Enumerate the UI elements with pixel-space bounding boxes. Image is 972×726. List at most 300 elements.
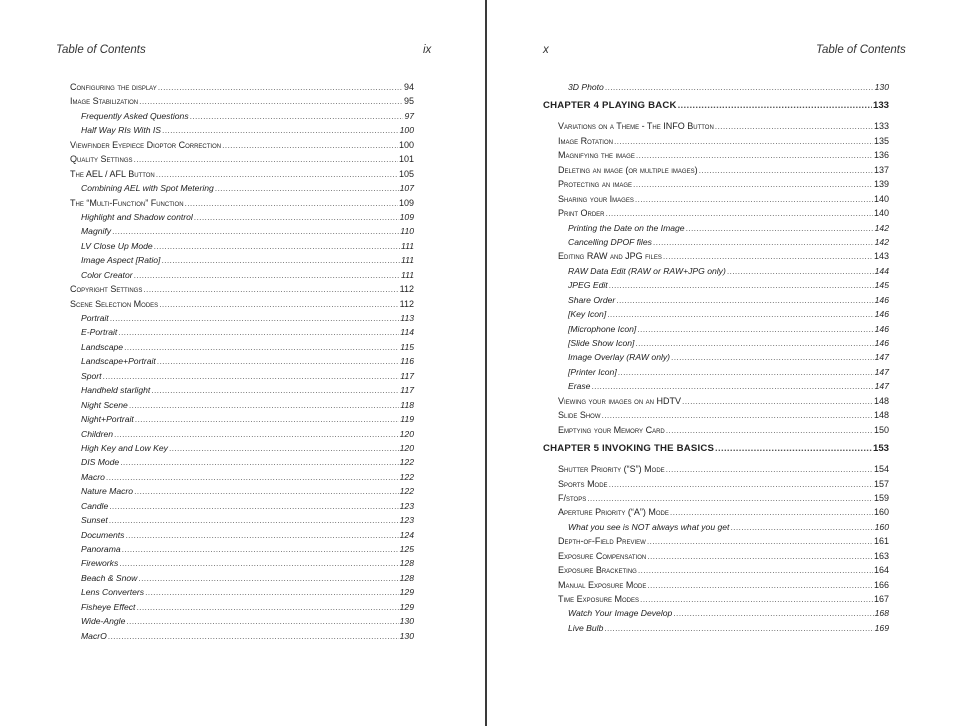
toc-entry-title: Configuring the display <box>70 82 157 92</box>
toc-entry[interactable] <box>70 383 414 397</box>
dot-leader <box>108 629 399 643</box>
toc-entry[interactable] <box>70 224 414 238</box>
toc-entry-title: LV Close Up Mode <box>81 240 153 251</box>
toc-entry-page: 154 <box>873 464 889 475</box>
toc-entry-page: 130 <box>874 82 889 92</box>
toc-entry-page: 118 <box>400 399 414 410</box>
toc-entry-page: 140 <box>873 208 889 219</box>
toc-entry-page: 120 <box>399 442 414 453</box>
toc-entry[interactable] <box>543 621 889 635</box>
toc-entry-page: 109 <box>399 211 414 222</box>
dot-leader <box>730 520 873 534</box>
toc-entry-page: 146 <box>874 309 889 320</box>
toc-entry-page: 125 <box>399 544 414 554</box>
dot-leader <box>670 505 873 519</box>
dot-leader <box>715 441 872 456</box>
toc-entry-page: 124 <box>399 529 414 540</box>
toc-entry-title: Landscape+Portrait <box>81 356 156 367</box>
dot-leader <box>185 196 398 210</box>
dot-leader <box>633 177 873 191</box>
toc-entry-title: High Key and Low Key <box>81 442 168 453</box>
toc-entry[interactable] <box>543 148 889 162</box>
toc-entry[interactable] <box>543 477 889 491</box>
toc-entry[interactable] <box>543 264 889 278</box>
toc-entry-title: Viewfinder Eyepiece Dioptor Correction <box>70 139 222 150</box>
toc-entry-page: 137 <box>873 164 889 175</box>
toc-entry-page: 129 <box>399 601 414 612</box>
toc-entry[interactable] <box>543 163 889 177</box>
toc-entry-title: Erase <box>568 381 591 392</box>
toc-entry[interactable] <box>543 119 889 133</box>
toc-entry-page: 160 <box>874 521 889 532</box>
dot-leader <box>139 94 403 108</box>
toc-entry-page: 114 <box>400 327 414 338</box>
toc-entry[interactable] <box>70 311 414 325</box>
toc-entry-page: 161 <box>873 536 889 547</box>
toc-entry-title: Image Rotation <box>558 135 613 146</box>
toc-entry-page: 95 <box>403 96 414 107</box>
toc-entry-title: Time Exposure Modes <box>558 594 640 604</box>
toc-entry-page: 142 <box>874 222 889 233</box>
toc-entry-page: 133 <box>873 121 889 132</box>
toc-entry[interactable] <box>70 109 414 123</box>
toc-entry-page: 111 <box>400 255 414 266</box>
toc-entry-title: CHAPTER 4 PLAYING BACK <box>543 100 677 112</box>
page-number: x <box>543 44 549 56</box>
toc-entry-title: Portrait <box>81 313 109 323</box>
toc-chapter-heading[interactable] <box>543 98 889 113</box>
toc-entry-page: 164 <box>873 565 889 576</box>
dot-leader <box>159 297 398 311</box>
dot-leader <box>120 455 398 469</box>
toc-entry-title: Fisheye Effect <box>81 601 136 612</box>
toc-entry-title: Color Creator <box>81 269 133 280</box>
toc-entry[interactable] <box>543 322 889 336</box>
dot-leader <box>134 268 400 282</box>
toc-entry-title: Quality Settings <box>70 154 133 165</box>
toc-entry[interactable] <box>543 578 889 592</box>
toc-entry-title: Highlight and Shadow control <box>81 211 193 222</box>
toc-entry-title: Image Aspect [Ratio] <box>81 255 161 266</box>
toc-entry-title: Deleting an image (or multiple images) <box>558 164 698 175</box>
toc-entry-title: Sunset <box>81 515 108 526</box>
dot-leader <box>222 138 398 152</box>
dot-leader <box>616 293 873 307</box>
toc-entry-title: Cancelling DPOF files <box>568 236 652 247</box>
dot-leader <box>636 148 873 162</box>
toc-entry[interactable] <box>70 196 414 210</box>
toc-entry-page: 150 <box>873 424 889 435</box>
toc-entry-page: 148 <box>873 395 889 406</box>
toc-entry[interactable] <box>70 167 414 181</box>
toc-entry-page: 113 <box>400 313 414 323</box>
toc-entry-title: Nature Macro <box>81 486 134 497</box>
dot-leader <box>609 477 873 491</box>
dot-leader <box>682 394 873 408</box>
toc-entry-title: Handheld starlight <box>81 385 151 396</box>
toc-entry[interactable] <box>70 354 414 368</box>
dot-leader <box>686 221 874 235</box>
toc-entry-title: Beach & Snow <box>81 572 138 583</box>
toc-entry[interactable] <box>543 408 889 422</box>
dot-leader <box>112 224 399 238</box>
toc-entry-page: 147 <box>874 352 889 363</box>
toc-entry[interactable] <box>70 181 414 195</box>
toc-entry[interactable] <box>70 152 414 166</box>
toc-entry-page: 147 <box>874 366 889 377</box>
toc-entry[interactable] <box>70 369 414 383</box>
dot-leader <box>215 181 399 195</box>
dot-leader <box>156 167 398 181</box>
toc-entry-page: 157 <box>873 478 889 489</box>
toc-entry-title: Live Bulb <box>568 622 604 633</box>
running-title: Table of Contents <box>56 44 146 56</box>
toc-entry[interactable] <box>543 336 889 350</box>
toc-entry[interactable] <box>70 282 414 296</box>
toc-chapter-heading[interactable] <box>543 441 889 456</box>
toc-entry[interactable] <box>543 177 889 191</box>
dot-leader <box>114 427 399 441</box>
toc-entry[interactable] <box>70 340 414 354</box>
toc-entry-page: 146 <box>874 323 889 334</box>
toc-entry-page: 110 <box>400 226 414 237</box>
toc-entry-page: 144 <box>874 265 889 276</box>
toc-entry-page: 111 <box>400 269 414 280</box>
dot-leader <box>103 369 400 383</box>
toc-entry-title: The “Multi-Function” Function <box>70 197 184 208</box>
dot-leader <box>635 192 873 206</box>
toc-entry-page: 167 <box>873 594 889 604</box>
dot-leader <box>647 578 873 592</box>
toc-entry[interactable] <box>543 350 889 364</box>
dot-leader <box>637 322 873 336</box>
dot-leader <box>145 585 399 599</box>
toc-entry[interactable] <box>543 80 889 94</box>
toc-entry-page: 168 <box>874 608 889 619</box>
toc-entry[interactable] <box>70 542 414 556</box>
dot-leader <box>119 556 398 570</box>
toc-entry-page: 128 <box>399 572 414 583</box>
toc-entry-title: Sharing your Images <box>558 193 634 204</box>
toc-entry[interactable] <box>70 268 414 282</box>
toc-entry-title: Combining AEL with Spot Metering <box>81 183 214 194</box>
toc-entry-title: Exposure Bracketing <box>558 565 637 576</box>
toc-entry-title: The AEL / AFL Button <box>70 168 155 179</box>
toc-entry[interactable] <box>70 325 414 339</box>
dot-leader <box>602 408 873 422</box>
toc-entry-title: Sports Mode <box>558 478 608 489</box>
toc-entry[interactable] <box>70 629 414 643</box>
toc-entry-title: Exposure Compensation <box>558 550 647 561</box>
toc-entry-page: 119 <box>400 414 414 425</box>
dot-leader <box>109 499 398 513</box>
toc-entry-title: Share Order <box>568 294 616 305</box>
toc-entry-page: 148 <box>873 410 889 421</box>
toc-entry-page: 116 <box>400 356 414 367</box>
toc-entry[interactable] <box>543 563 889 577</box>
toc-entry[interactable] <box>70 470 414 484</box>
toc-entry-page: 112 <box>399 298 414 309</box>
dot-leader <box>157 354 400 368</box>
dot-leader <box>640 592 873 606</box>
dot-leader <box>122 542 399 556</box>
toc-entry[interactable] <box>543 249 889 263</box>
toc-entry[interactable] <box>70 427 414 441</box>
toc-entry[interactable] <box>543 462 889 476</box>
dot-leader <box>638 563 873 577</box>
toc-entry[interactable] <box>70 585 414 599</box>
toc-entry-title: What you see is NOT always what you get <box>568 521 730 532</box>
toc-entry[interactable] <box>70 297 414 311</box>
toc-entry-title: Panorama <box>81 544 121 554</box>
toc-entry-page: 146 <box>874 338 889 348</box>
toc-entry[interactable] <box>70 138 414 152</box>
toc-entry-page: 109 <box>398 197 414 208</box>
toc-entry-title: JPEG Edit <box>568 280 608 291</box>
dot-leader <box>606 206 873 220</box>
toc-entry[interactable] <box>70 614 414 628</box>
toc-entry-title: Viewing your images on an HDTV <box>558 395 682 406</box>
toc-entry[interactable] <box>70 123 414 137</box>
toc-entry[interactable] <box>70 398 414 412</box>
dot-leader <box>666 423 873 437</box>
toc-entry-title: Slide Show <box>558 410 601 421</box>
toc-entry-title: Magnify <box>81 226 112 237</box>
toc-entry-page: 117 <box>400 385 414 396</box>
dot-leader <box>727 264 874 278</box>
toc-entry[interactable] <box>543 235 889 249</box>
toc-entry-page: 115 <box>400 341 414 352</box>
dot-leader <box>126 614 398 628</box>
dot-leader <box>647 534 873 548</box>
toc-entry-page: 147 <box>874 381 889 392</box>
toc-entry-page: 112 <box>399 284 414 295</box>
toc-entry-title: Image Overlay (RAW only) <box>568 352 671 363</box>
toc-entry-title: Protecting an image <box>558 179 633 190</box>
toc-entry-title: Sport <box>81 370 102 381</box>
toc-entry-title: Candle <box>81 500 109 511</box>
dot-leader <box>143 282 398 296</box>
toc-entry[interactable] <box>543 423 889 437</box>
dot-leader <box>151 383 399 397</box>
dot-leader <box>605 80 874 94</box>
dot-leader <box>671 350 874 364</box>
toc-entry-title: DIS Mode <box>81 457 120 468</box>
toc-entry-title: Print Order <box>558 208 605 219</box>
toc-entry-title: Wide-Angle <box>81 616 126 627</box>
toc-entry[interactable] <box>70 499 414 513</box>
toc-entry-page: 123 <box>399 500 414 511</box>
toc-entry[interactable] <box>543 206 889 220</box>
toc-entry-page: 130 <box>399 630 414 641</box>
toc-entry-page: 129 <box>399 587 414 598</box>
toc-entry-page: 159 <box>873 492 889 503</box>
toc-entry-page: 130 <box>399 616 414 627</box>
toc-entry[interactable] <box>543 293 889 307</box>
toc-entry-title: Emptying your Memory Card <box>558 424 665 435</box>
toc-entry[interactable] <box>543 549 889 563</box>
toc-entry[interactable] <box>543 534 889 548</box>
toc-entry[interactable] <box>70 412 414 426</box>
toc-entry-title: Macro <box>81 471 105 482</box>
dot-leader <box>635 336 873 350</box>
dot-leader <box>134 484 399 498</box>
dot-leader <box>614 134 873 148</box>
toc-entry[interactable] <box>543 379 889 393</box>
toc-entry[interactable] <box>70 571 414 585</box>
toc-entry-page: 122 <box>399 471 414 482</box>
toc-entry-page: 97 <box>404 110 414 121</box>
toc-entry-title: Aperture Priority (“A”) Mode <box>558 507 669 518</box>
toc-entry[interactable] <box>543 505 889 519</box>
toc-entry-title: Depth-of-Field Preview <box>558 536 646 547</box>
toc-entry-title: Copyright Settings <box>70 284 143 295</box>
toc-entry-page: 100 <box>398 139 414 150</box>
toc-entry[interactable] <box>543 491 889 505</box>
dot-leader <box>663 249 873 263</box>
dot-leader <box>591 379 873 393</box>
toc-entry[interactable] <box>543 221 889 235</box>
toc-entry-page: 166 <box>873 579 889 590</box>
toc-entry-page: 143 <box>873 251 889 262</box>
toc-entry[interactable] <box>70 513 414 527</box>
dot-leader <box>109 513 399 527</box>
toc-entry-title: Lens Converters <box>81 587 145 598</box>
toc-entry-title: F/stops <box>558 492 587 503</box>
toc-entry[interactable] <box>70 80 414 94</box>
toc-entry-title: Documents <box>81 529 125 540</box>
dot-leader <box>587 491 873 505</box>
toc-entry-title: Night+Portrait <box>81 414 134 425</box>
toc-entry-page: 123 <box>399 515 414 526</box>
toc-entry[interactable] <box>543 520 889 534</box>
toc-entry[interactable] <box>543 307 889 321</box>
dot-leader <box>162 123 399 137</box>
dot-leader <box>604 621 873 635</box>
toc-entry[interactable] <box>70 455 414 469</box>
toc-entry[interactable] <box>543 592 889 606</box>
toc-entry-title: Editing RAW and JPG files <box>558 251 662 262</box>
toc-entry-page: 101 <box>398 154 414 165</box>
dot-leader <box>118 325 399 339</box>
toc-entry[interactable] <box>70 600 414 614</box>
toc-entry-page: 169 <box>874 622 889 633</box>
dot-leader <box>715 119 873 133</box>
dot-leader <box>106 470 399 484</box>
toc-entry[interactable] <box>543 192 889 206</box>
toc-entry-title: Watch Your Image Develop <box>568 608 673 619</box>
toc-entry[interactable] <box>543 278 889 292</box>
dot-leader <box>134 152 398 166</box>
toc-entry-title: Half Way RIs With IS <box>81 125 161 136</box>
dot-leader <box>154 239 400 253</box>
toc-entry-page: 128 <box>399 558 414 569</box>
toc-list <box>543 80 889 635</box>
toc-entry[interactable] <box>543 394 889 408</box>
toc-entry-page: 111 <box>400 240 414 251</box>
toc-entry-title: CHAPTER 5 INVOKING THE BASICS <box>543 443 715 455</box>
toc-entry-title: Landscape <box>81 341 124 352</box>
toc-entry[interactable] <box>70 239 414 253</box>
dot-leader <box>125 528 398 542</box>
toc-entry-title: [Microphone Icon] <box>568 323 637 334</box>
toc-list <box>70 80 414 643</box>
toc-entry[interactable] <box>70 253 414 267</box>
toc-entry[interactable] <box>70 210 414 224</box>
toc-entry-page: 135 <box>873 135 889 146</box>
dot-leader <box>161 253 399 267</box>
dot-leader <box>190 109 404 123</box>
toc-entry-page: 105 <box>398 168 414 179</box>
toc-entry[interactable] <box>543 365 889 379</box>
toc-entry[interactable] <box>70 556 414 570</box>
dot-leader <box>129 398 399 412</box>
toc-entry[interactable] <box>70 94 414 108</box>
toc-entry-title: Variations on a Theme - The INFO Button <box>558 121 714 132</box>
toc-entry-page: 163 <box>873 550 889 561</box>
toc-entry-title: 3D Photo <box>568 82 604 92</box>
toc-entry-page: 117 <box>400 370 414 381</box>
dot-leader <box>136 600 398 614</box>
toc-entry-title: [Printer Icon] <box>568 366 617 377</box>
dot-leader <box>110 311 400 325</box>
left-page <box>0 0 485 726</box>
dot-leader <box>158 80 403 94</box>
dot-leader <box>699 163 873 177</box>
toc-entry-title: Manual Exposure Mode <box>558 579 647 590</box>
toc-entry-page: 122 <box>399 457 414 468</box>
toc-entry[interactable] <box>543 134 889 148</box>
toc-entry-page: 153 <box>872 443 889 455</box>
right-page <box>487 0 972 726</box>
toc-entry-title: RAW Data Edit (RAW or RAW+JPG only) <box>568 265 726 276</box>
toc-entry-page: 146 <box>874 294 889 305</box>
toc-entry-page: 160 <box>873 507 889 518</box>
toc-entry[interactable] <box>70 528 414 542</box>
dot-leader <box>138 571 398 585</box>
toc-entry-title: Shutter Priority (“S”) Mode <box>558 464 665 475</box>
dot-leader <box>194 210 399 224</box>
toc-entry-page: 107 <box>399 183 414 194</box>
toc-entry-title: [Key Icon] <box>568 309 607 320</box>
toc-entry-page: 139 <box>873 179 889 190</box>
page-number: ix <box>423 44 432 56</box>
toc-entry-page: 100 <box>399 125 414 136</box>
dot-leader <box>618 365 874 379</box>
toc-entry[interactable] <box>543 606 889 620</box>
toc-entry-title: Fireworks <box>81 558 119 569</box>
toc-entry-title: MacrO <box>81 630 107 641</box>
toc-entry-title: Printing the Date on the Image <box>568 222 685 233</box>
toc-entry-title: Image Stabilization <box>70 96 139 107</box>
dot-leader <box>135 412 400 426</box>
toc-entry-page: 122 <box>399 486 414 497</box>
running-title: Table of Contents <box>816 44 906 56</box>
toc-entry[interactable] <box>70 441 414 455</box>
dot-leader <box>647 549 873 563</box>
toc-entry[interactable] <box>70 484 414 498</box>
toc-entry-title: Scene Selection Modes <box>70 298 159 309</box>
toc-entry-title: Night Scene <box>81 399 128 410</box>
toc-entry-title: E-Portrait <box>81 327 118 338</box>
dot-leader <box>673 606 873 620</box>
toc-entry-page: 140 <box>873 193 889 204</box>
toc-entry-page: 145 <box>874 280 889 291</box>
toc-entry-page: 120 <box>399 428 414 439</box>
toc-entry-title: [Slide Show Icon] <box>568 338 635 348</box>
toc-entry-page: 133 <box>872 100 889 112</box>
toc-entry-page: 136 <box>873 150 889 161</box>
